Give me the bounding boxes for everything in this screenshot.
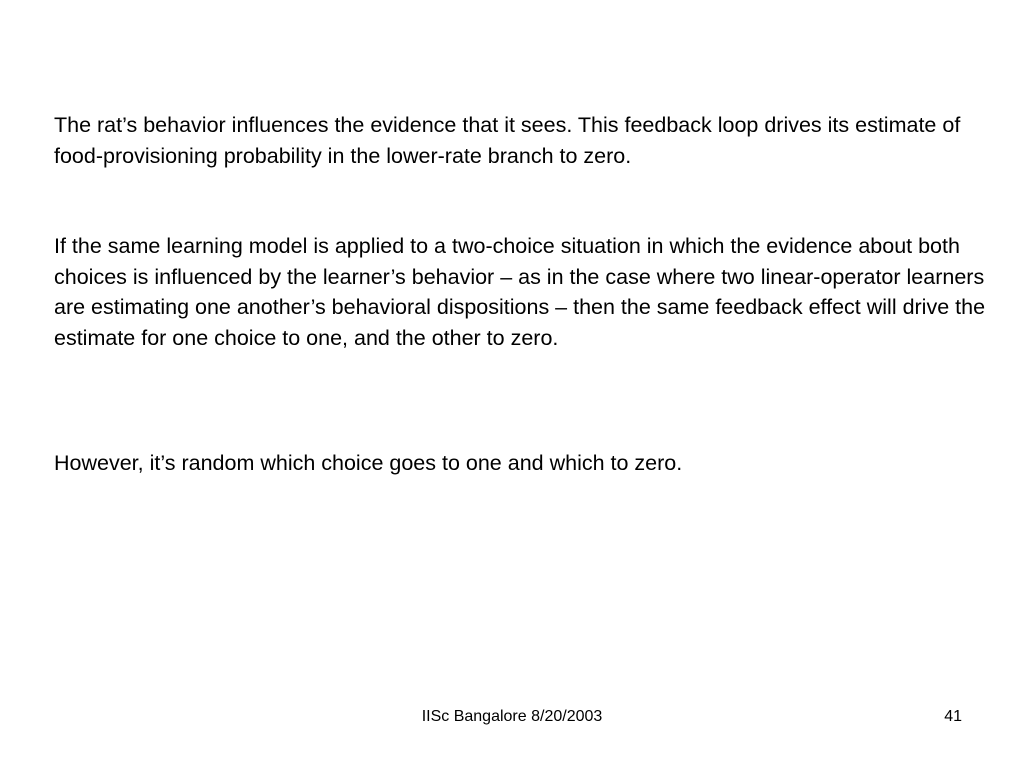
paragraph-two-choice-situation: If the same learning model is applied to a two-choice situation in which the evidence about both choices is influenced by the learner’s behavior – as in the case where two linear-operator learners are estimating one another’s behavioral dispositions – then the same feedback effect will drive the estimate for one choice to one, and the other to zero. <box>54 234 986 350</box>
footer-source: IISc Bangalore 8/20/2003 <box>421 708 603 725</box>
paragraph-feedback-loop: The rat’s behavior influences the evidence that it sees. This feedback loop drives its estimate of food-provisioning probability in the lower-rate branch to zero. <box>54 113 961 168</box>
page-number: 41 <box>944 708 962 725</box>
paragraph-random-outcome: However, it’s random which choice goes to one and which to zero. <box>54 451 683 475</box>
